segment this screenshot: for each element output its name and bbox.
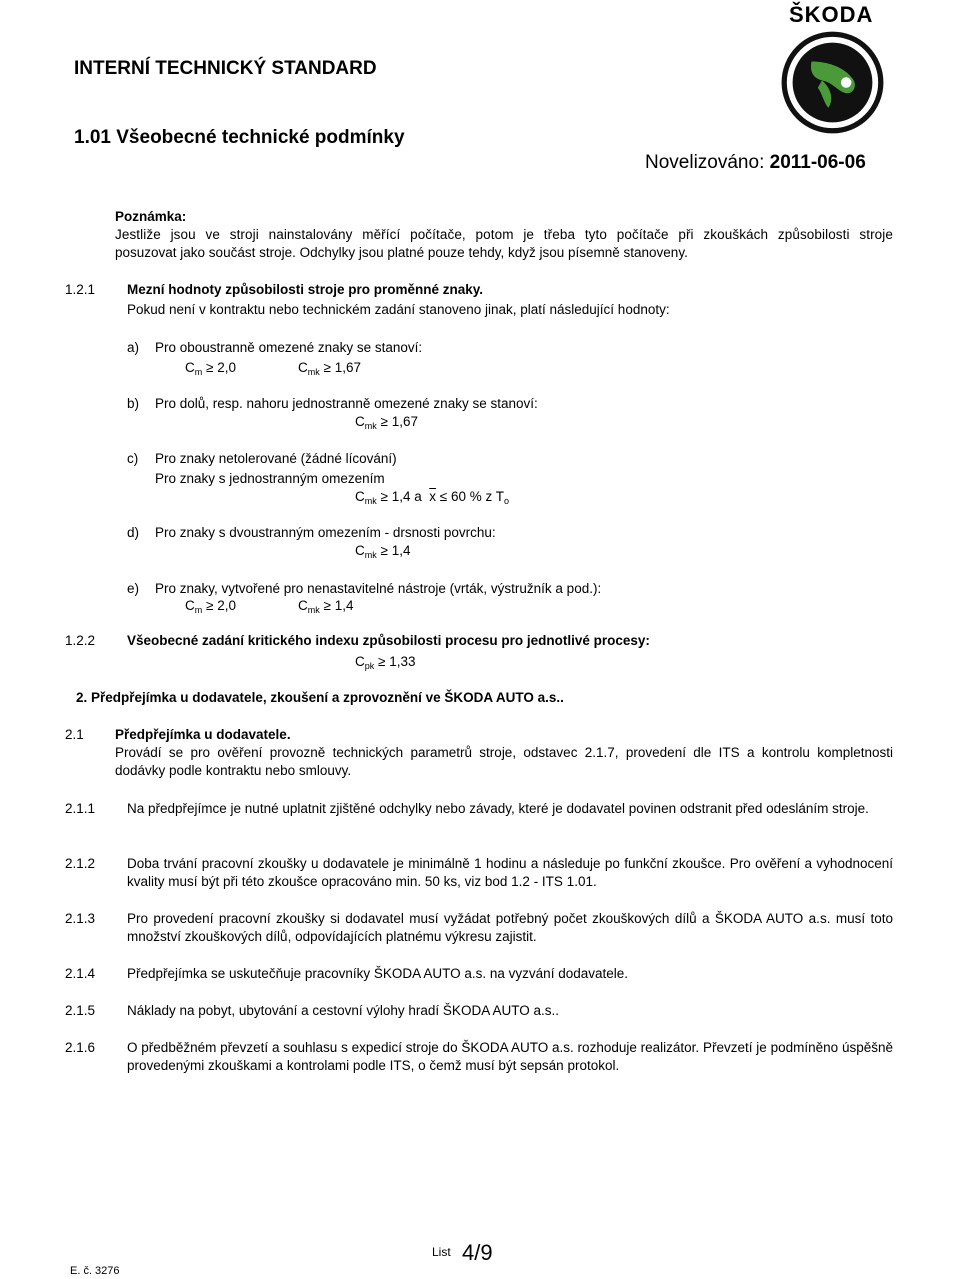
formula-cpk: $C_{pk} \ge 1,33$: [355, 654, 416, 671]
item-text: O předběžném převzetí a souhlasu s expedicí stroje do ŠKODA AUTO a.s. rozhoduje realizátor. Převzetí je podmíněno úspěšně provedenými zkouškami a kontrolami podle ITS, o čemž musí být sepsán protokol.: [127, 1040, 893, 1073]
formula-b-cmk: $C_{mk} \ge 1,67$: [355, 414, 418, 431]
revision-label: Novelizováno:: [645, 152, 765, 173]
page-number: 4/9: [462, 1240, 493, 1265]
item-num: 2.1.2: [65, 856, 96, 871]
brand-wordmark: ŠKODA: [789, 2, 874, 27]
item-d-label: d): [127, 525, 140, 540]
item-c-text-1: Pro znaky netolerované (žádné lícování): [155, 451, 397, 466]
item-num: 2.1.5: [65, 1003, 96, 1018]
s121-intro: Pokud není v kontraktu nebo technickém zadání stanoveno jinak, platí následující hodnoty:: [127, 302, 670, 317]
item-text: Doba trvání pracovní zkoušky u dodavatele je minimálně 1 hodinu a následuje po funkční zkoušce. Pro ověření a vyhodnocení kvality musí být při této zkoušce opracováno min. 50 ks, viz bod 1.2 - ITS 1.01.: [127, 856, 893, 889]
formula-a-cm: $C_m \ge 2,0$: [185, 360, 236, 377]
item-num: 2.1.3: [65, 911, 96, 926]
item-c-text-2: Pro znaky s jednostranným omezením: [155, 471, 385, 486]
s122-title: Všeobecné zadání kritického indexu způsobilosti procesu pro jednotlivé procesy:: [127, 633, 650, 648]
item-text: Pro provedení pracovní zkoušky si dodavatel musí vyžádat potřebný počet zkouškových dílů a ŠKODA AUTO a.s. musí toto množství zkouškových dílů, odpovídajících platnému výkresu zajistit.: [127, 911, 893, 944]
item-c-label: c): [127, 451, 139, 466]
revision-value: 2011-06-06: [769, 152, 866, 173]
s121-num: 1.2.1: [65, 282, 96, 297]
item-e-label: e): [127, 581, 140, 596]
item-num: 2.1.6: [65, 1040, 96, 1055]
footer-list-label: List: [432, 1245, 451, 1259]
formula-e-cm: $C_m \ge 2,0$: [185, 598, 236, 615]
skoda-logo-icon: [780, 30, 885, 135]
item-e-text: Pro znaky, vytvořené pro nenastavitelné nástroje (vrták, výstružník a pod.):: [155, 581, 602, 596]
standard-title: INTERNÍ TECHNICKÝ STANDARD: [74, 58, 377, 79]
revision-date: [645, 152, 866, 174]
note-line-2: posuzovat jako součást stroje. Odchylky jsou platné pouze tehdy, když jsou písemně stanoveny.: [115, 245, 688, 260]
item-num: 2.1.1: [65, 801, 96, 816]
note-label: Poznámka:: [115, 209, 187, 224]
item-a-text: Pro oboustranně omezené znaky se stanoví:: [155, 340, 423, 355]
item-b-text: Pro dolů, resp. nahoru jednostranně omezené znaky se stanoví:: [155, 396, 538, 411]
item-num: 2.1.4: [65, 966, 96, 981]
item-text: Náklady na pobyt, ubytování a cestovní výlohy hradí ŠKODA AUTO a.s..: [127, 1003, 559, 1018]
s21-num: 2.1: [65, 727, 84, 742]
note-line-1: Jestliže jsou ve stroji nainstalovány měřící počítače, potom je třeba tyto počítače při zkouškách způsobilosti stroje: [115, 227, 893, 242]
item-d-text: Pro znaky s dvoustranným omezením - drsnosti povrchu:: [155, 525, 496, 540]
s122-num: 1.2.2: [65, 633, 96, 648]
s121-title: Mezní hodnoty způsobilosti stroje pro proměnné znaky.: [127, 282, 484, 297]
document-number: E. č. 3276: [70, 1265, 120, 1277]
item-text: Na předpřejímce je nutné uplatnit zjištěné odchylky nebo závady, které je dodavatel povinen odstranit před odesláním stroje.: [127, 801, 869, 816]
s2-title: 2. Předpřejímka u dodavatele, zkoušení a zprovoznění ve ŠKODA AUTO a.s..: [76, 690, 564, 705]
formula-c: $C_{mk} \ge 1,4$ a $\overline{x} \le 60$ % z $T_o$: [355, 489, 509, 506]
item-b-label: b): [127, 396, 140, 411]
formula-d-cmk: $C_{mk} \ge 1,4$: [355, 543, 411, 560]
formula-a-cmk: $C_{mk} \ge 1,67$: [298, 360, 361, 377]
item-text: Předpřejímka se uskutečňuje pracovníky ŠKODA AUTO a.s. na vyzvání dodavatele.: [127, 966, 629, 981]
s21-text: Provádí se pro ověření provozně technických parametrů stroje, odstavec 2.1.7, provedení dle ITS a kontrolu kompletnosti dodávky podle kontraktu nebo smlouvy.: [115, 745, 893, 778]
formula-e-cmk: $C_{mk} \ge 1,4$: [298, 598, 354, 615]
s21-title: Předpřejímka u dodavatele.: [115, 727, 291, 742]
item-a-label: a): [127, 340, 140, 355]
section-title: 1.01 Všeobecné technické podmínky: [74, 127, 405, 148]
